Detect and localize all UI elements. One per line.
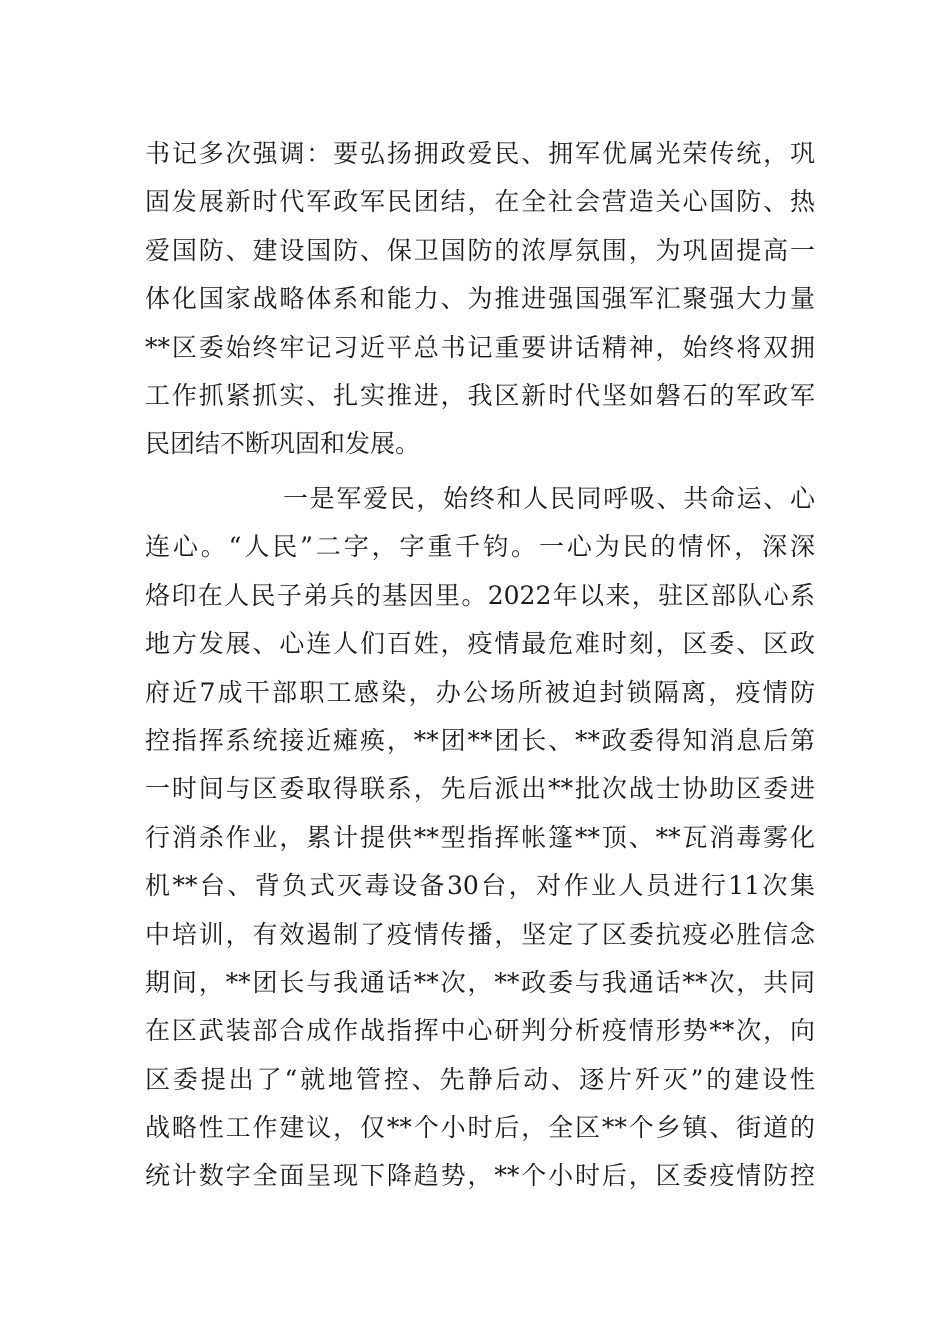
paragraph-line: 中培训，有效遏制了疫情传播，坚定了区委抗疫必胜信念 — [145, 919, 815, 949]
paragraph-line: 期间，**团长与我通话**次，**政委与我通话**次，共同 — [145, 967, 815, 997]
paragraph-line: 行消杀作业，累计提供**型指挥帐篷**顶、**瓦消毒雾化 — [145, 822, 815, 852]
paragraph-line: 民团结不断巩固和发展。 — [145, 429, 421, 459]
paragraph-line: 府近7成干部职工感染，办公场所被迫封锁隔离，疫情防 — [145, 677, 815, 707]
paragraph-1 — [145, 130, 815, 469]
paragraph-line: 在区武装部合成作战指挥中心研判分析疫情形势**次，向 — [145, 1016, 815, 1046]
paragraph-line: 爱国防、建设国防、保卫国防的浓厚氛围，为巩固提高一 — [145, 235, 815, 265]
paragraph-line: 连心。“人民”二字，字重千钧。一心为民的情怀，深深 — [145, 532, 815, 562]
paragraph-line: 书记多次强调：要弘扬拥政爱民、拥军优属光荣传统，巩 — [145, 139, 815, 168]
paragraph-line: 控指挥系统接近瘫痪，**团**团长、**政委得知消息后第 — [145, 725, 815, 755]
paragraph-line: 一时间与区委取得联系，先后派出**批次战士协助区委进 — [145, 774, 815, 804]
paragraph-line: 地方发展、心连人们百姓，疫情最危难时刻，区委、区政 — [145, 629, 815, 659]
paragraph-line: 统计数字全面呈现下降趋势，**个小时后，区委疫情防控 — [145, 1161, 815, 1191]
paragraph-line: 工作抓紧抓实、扎实推进，我区新时代坚如磐石的军政军 — [145, 380, 815, 410]
paragraph-line: 一是军爱民，始终和人民同呼吸、共命运、心 — [283, 484, 815, 513]
paragraph-line: **区委始终牢记习近平总书记重要讲话精神，始终将双拥 — [145, 332, 815, 362]
paragraph-line: 固发展新时代军政军民团结，在全社会营造关心国防、热 — [145, 187, 815, 217]
paragraph-2 — [145, 475, 815, 1201]
paragraph-line: 区委提出了“就地管控、先静后动、逐片歼灭”的建设性 — [145, 1064, 815, 1094]
paragraph-line: 战略性工作建议，仅**个小时后，全区**个乡镇、街道的 — [145, 1113, 815, 1143]
paragraph-line: 体化国家战略体系和能力、为推进强国强军汇聚强大力量 — [145, 284, 815, 314]
paragraph-line: 烙印在人民子弟兵的基因里。2022年以来，驻区部队心系 — [145, 580, 815, 610]
paragraph-line: 机**台、背负式灭毒设备30台，对作业人员进行11次集 — [145, 871, 815, 901]
